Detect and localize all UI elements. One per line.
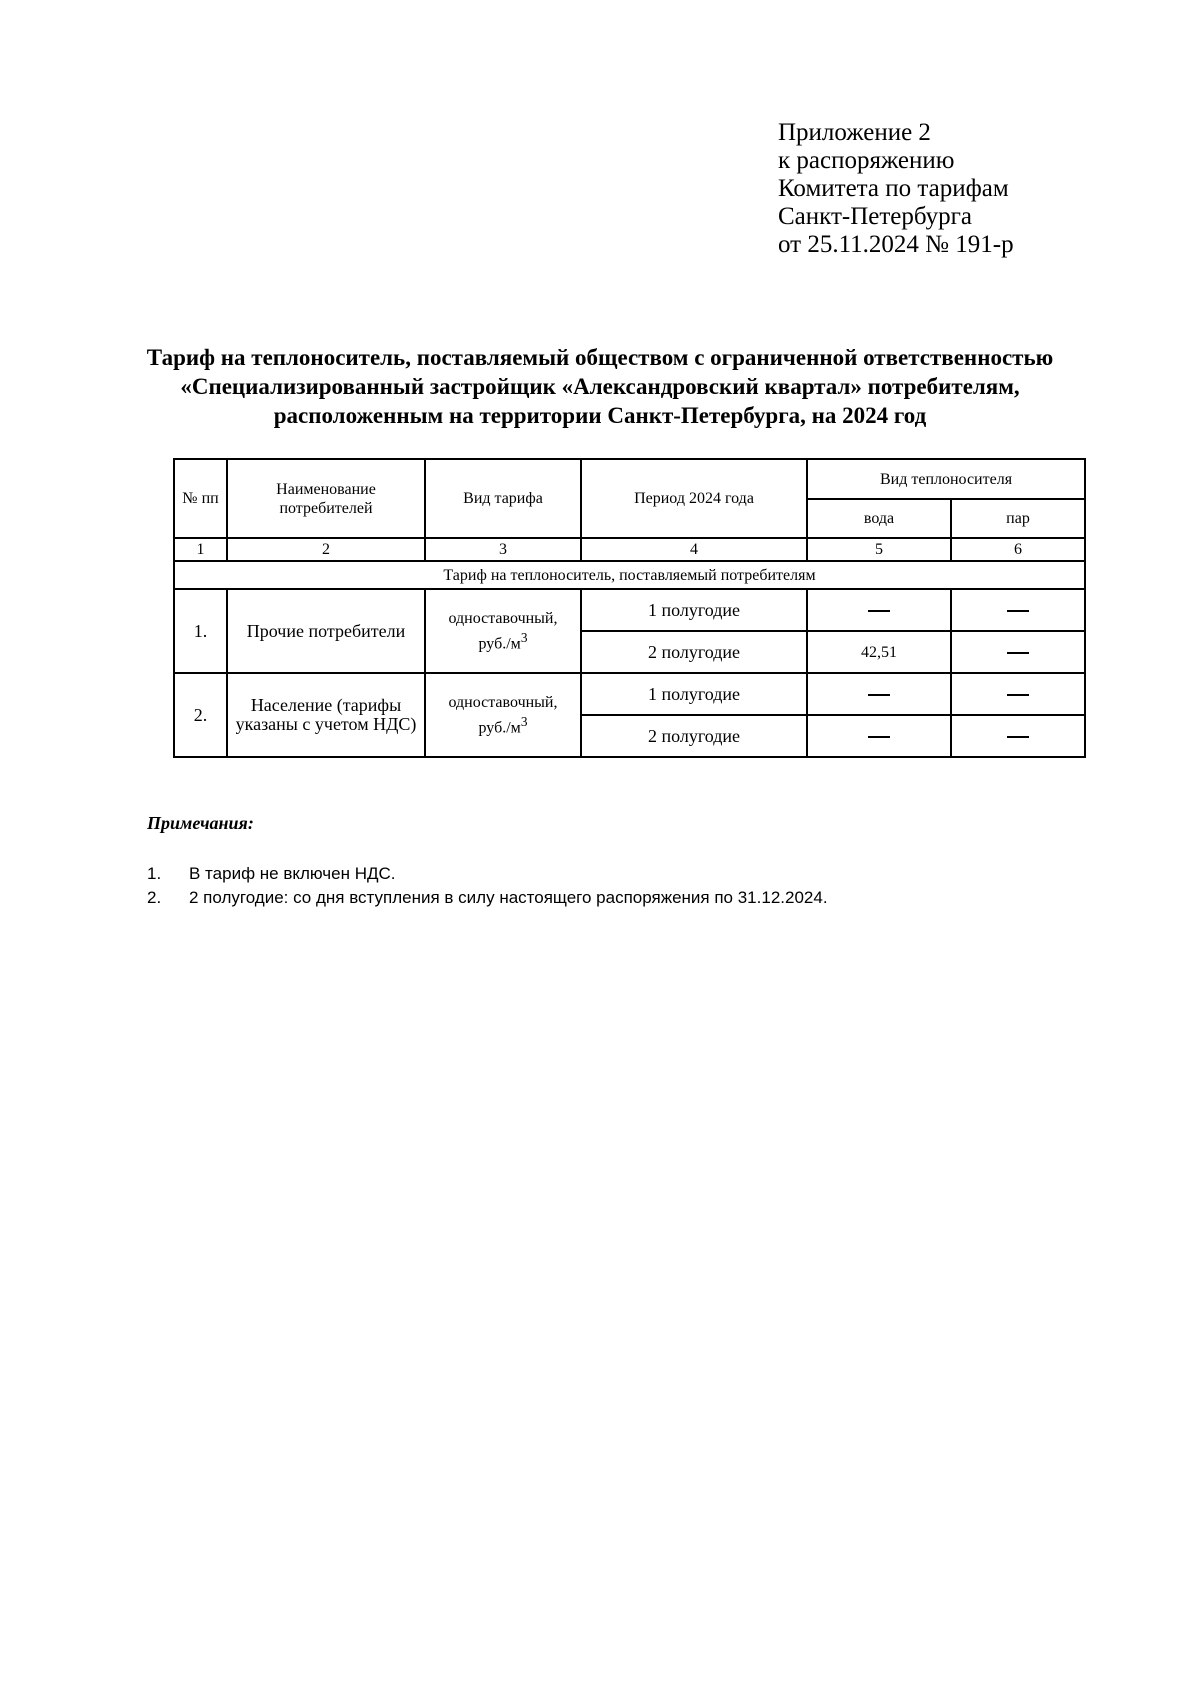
tariff-table (173, 458, 1086, 758)
list-item (147, 886, 828, 910)
period-cell: 1 полугодие (581, 673, 807, 715)
header-name: Наименование потребителей (227, 459, 425, 538)
table-row (174, 589, 1085, 631)
dash-mark (868, 610, 890, 612)
column-number: 5 (807, 538, 951, 561)
column-number: 1 (174, 538, 227, 561)
consumer-name: Прочие потребители (227, 589, 425, 673)
dash-mark (1007, 694, 1029, 696)
note-text: 2 полугодие: со дня вступления в силу настоящего распоряжения по 31.12.2024. (189, 888, 828, 907)
notes-list (147, 862, 828, 910)
title-line: расположенным на территории Санкт-Петербурга, на 2024 год (273, 403, 927, 428)
row-num: 1. (174, 589, 227, 673)
tariff-type-cell (425, 673, 581, 757)
period-cell: 1 полугодие (581, 589, 807, 631)
appendix-line: от 25.11.2024 № 191-р (778, 231, 1014, 258)
header-carrier: Вид теплоносителя (807, 459, 1085, 499)
note-text: В тариф не включен НДС. (189, 864, 396, 883)
title-line: Тариф на теплоноситель, поставляемый обществом с ограниченной ответственностью (146, 345, 1054, 370)
dash-mark (868, 736, 890, 738)
header-steam: пар (951, 499, 1085, 538)
dash-mark (868, 694, 890, 696)
appendix-line: Приложение 2 (778, 119, 931, 146)
steam-value (951, 715, 1085, 757)
header-period: Период 2024 года (581, 459, 807, 538)
note-number: 2. (147, 888, 162, 907)
appendix-line: Санкт-Петербурга (778, 203, 973, 230)
tariff-type-cell (425, 589, 581, 673)
water-value: 42,51 (807, 631, 951, 673)
header-water: вода (807, 499, 951, 538)
water-value (807, 673, 951, 715)
dash-mark (1007, 610, 1029, 612)
column-number: 3 (425, 538, 581, 561)
document-title (100, 343, 1100, 430)
steam-value (951, 631, 1085, 673)
row-num: 2. (174, 673, 227, 757)
list-item (147, 862, 828, 886)
appendix-block (778, 119, 1014, 259)
note-number: 1. (147, 864, 162, 883)
column-number: 6 (951, 538, 1085, 561)
water-value (807, 715, 951, 757)
tariff-unit-sup: 3 (520, 629, 528, 645)
column-number: 2 (227, 538, 425, 561)
tariff-unit-sup: 3 (520, 713, 528, 729)
steam-value (951, 673, 1085, 715)
section-title: Тариф на теплоноситель, поставляемый потребителям (174, 561, 1085, 589)
water-value (807, 589, 951, 631)
table-row (174, 673, 1085, 715)
title-line: «Специализированный застройщик «Александровский квартал» потребителям, (180, 374, 1020, 399)
consumer-name: Население (тарифы указаны с учетом НДС) (227, 673, 425, 757)
column-number: 4 (581, 538, 807, 561)
notes-title: Примечания: (147, 813, 254, 833)
dash-mark (1007, 652, 1029, 654)
tariff-type: одноставочный, (448, 693, 558, 711)
tariff-unit: руб./м (478, 635, 521, 653)
tariff-type: одноставочный, (448, 609, 558, 627)
header-num: № пп (174, 459, 227, 538)
tariff-unit: руб./м (478, 719, 521, 737)
period-cell: 2 полугодие (581, 715, 807, 757)
steam-value (951, 589, 1085, 631)
appendix-line: к распоряжению (778, 147, 955, 174)
header-tariff-type: Вид тарифа (425, 459, 581, 538)
dash-mark (1007, 736, 1029, 738)
period-cell: 2 полугодие (581, 631, 807, 673)
appendix-line: Комитета по тарифам (778, 175, 1009, 202)
